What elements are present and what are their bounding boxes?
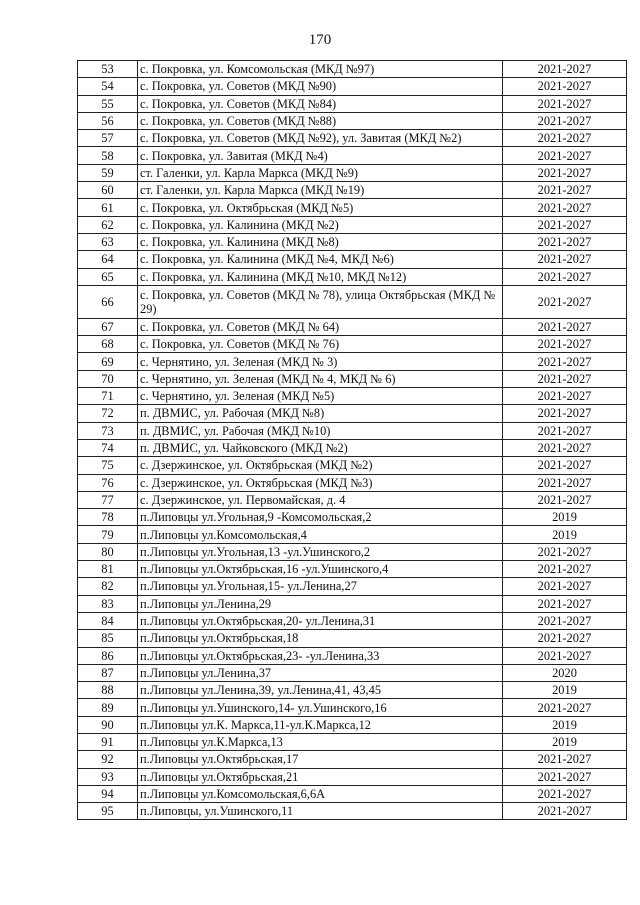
row-period: 2021-2027 xyxy=(503,612,627,629)
row-address: п.Липовцы ул.Октябрьская,21 xyxy=(138,768,503,785)
row-address: п.Липовцы ул.Ушинского,14- ул.Ушинского,16 xyxy=(138,699,503,716)
table-row xyxy=(78,803,627,820)
row-number: 74 xyxy=(78,439,138,456)
row-number: 66 xyxy=(78,285,138,318)
row-period: 2019 xyxy=(503,733,627,750)
row-address: п.Липовцы ул.Октябрьская,18 xyxy=(138,630,503,647)
row-number: 60 xyxy=(78,182,138,199)
row-period: 2021-2027 xyxy=(503,699,627,716)
table-row xyxy=(78,578,627,595)
row-period: 2021-2027 xyxy=(503,251,627,268)
table-body xyxy=(78,61,627,820)
row-number: 67 xyxy=(78,318,138,335)
row-number: 62 xyxy=(78,216,138,233)
row-address: п.Липовцы ул.Ленина,37 xyxy=(138,664,503,681)
row-period: 2020 xyxy=(503,664,627,681)
row-number: 76 xyxy=(78,474,138,491)
row-number: 75 xyxy=(78,457,138,474)
row-address: п. ДВМИС, ул. Рабочая (МКД №10) xyxy=(138,422,503,439)
table-row xyxy=(78,61,627,78)
table-row xyxy=(78,182,627,199)
row-period: 2021-2027 xyxy=(503,578,627,595)
row-address: с. Покровка, ул. Калинина (МКД №4, МКД №6) xyxy=(138,251,503,268)
row-number: 69 xyxy=(78,353,138,370)
row-address: с. Покровка, ул. Советов (МКД №90) xyxy=(138,78,503,95)
row-address: с. Дзержинское, ул. Октябрьская (МКД №3) xyxy=(138,474,503,491)
row-address: п.Липовцы ул.Октябрьская,20- ул.Ленина,31 xyxy=(138,612,503,629)
table-row xyxy=(78,199,627,216)
row-period: 2021-2027 xyxy=(503,595,627,612)
row-address: п.Липовцы ул.Угольная,13 -ул.Ушинского,2 xyxy=(138,543,503,560)
row-address: с. Покровка, ул. Советов (МКД №84) xyxy=(138,95,503,112)
row-address: с. Покровка, ул. Советов (МКД №88) xyxy=(138,112,503,129)
row-number: 73 xyxy=(78,422,138,439)
row-period: 2021-2027 xyxy=(503,768,627,785)
table-row xyxy=(78,112,627,129)
row-address: с. Покровка, ул. Советов (МКД № 78), улица Октябрьская (МКД № 29) xyxy=(138,285,503,318)
row-number: 77 xyxy=(78,491,138,508)
table-row xyxy=(78,370,627,387)
row-number: 53 xyxy=(78,61,138,78)
row-period: 2021-2027 xyxy=(503,336,627,353)
row-number: 54 xyxy=(78,78,138,95)
row-period: 2021-2027 xyxy=(503,216,627,233)
row-period: 2021-2027 xyxy=(503,422,627,439)
row-period: 2021-2027 xyxy=(503,388,627,405)
table-row xyxy=(78,785,627,802)
row-address: п.Липовцы ул.К. Маркса,11-ул.К.Маркса,12 xyxy=(138,716,503,733)
row-address: п. ДВМИС, ул. Рабочая (МКД №8) xyxy=(138,405,503,422)
row-address: п.Липовцы ул.Ленина,39, ул.Ленина,41, 43,45 xyxy=(138,682,503,699)
table-row xyxy=(78,664,627,681)
row-period: 2021-2027 xyxy=(503,561,627,578)
row-period: 2021-2027 xyxy=(503,285,627,318)
row-number: 63 xyxy=(78,233,138,250)
table-row xyxy=(78,439,627,456)
row-number: 72 xyxy=(78,405,138,422)
row-number: 58 xyxy=(78,147,138,164)
row-address: п.Липовцы ул.Ленина,29 xyxy=(138,595,503,612)
table-row xyxy=(78,78,627,95)
table-row xyxy=(78,612,627,629)
row-address: с. Покровка, ул. Калинина (МКД №10, МКД №12) xyxy=(138,268,503,285)
row-number: 55 xyxy=(78,95,138,112)
row-period: 2021-2027 xyxy=(503,439,627,456)
row-period: 2021-2027 xyxy=(503,630,627,647)
row-period: 2021-2027 xyxy=(503,370,627,387)
row-number: 71 xyxy=(78,388,138,405)
row-number: 86 xyxy=(78,647,138,664)
row-number: 80 xyxy=(78,543,138,560)
row-period: 2021-2027 xyxy=(503,457,627,474)
table-row xyxy=(78,595,627,612)
row-address: с. Покровка, ул. Калинина (МКД №8) xyxy=(138,233,503,250)
row-address: с. Покровка, ул. Советов (МКД № 64) xyxy=(138,318,503,335)
row-number: 89 xyxy=(78,699,138,716)
table-row xyxy=(78,630,627,647)
table-row xyxy=(78,561,627,578)
row-period: 2021-2027 xyxy=(503,61,627,78)
row-address: с. Дзержинское, ул. Первомайская, д. 4 xyxy=(138,491,503,508)
row-address: ст. Галенки, ул. Карла Маркса (МКД №19) xyxy=(138,182,503,199)
row-number: 95 xyxy=(78,803,138,820)
table-row xyxy=(78,216,627,233)
table-row xyxy=(78,147,627,164)
row-address: с. Чернятино, ул. Зеленая (МКД № 3) xyxy=(138,353,503,370)
row-number: 90 xyxy=(78,716,138,733)
table-row xyxy=(78,509,627,526)
row-address: с. Покровка, ул. Советов (МКД № 76) xyxy=(138,336,503,353)
row-period: 2021-2027 xyxy=(503,405,627,422)
row-number: 83 xyxy=(78,595,138,612)
row-period: 2021-2027 xyxy=(503,803,627,820)
row-number: 78 xyxy=(78,509,138,526)
table-row xyxy=(78,457,627,474)
row-address: с. Дзержинское, ул. Октябрьская (МКД №2) xyxy=(138,457,503,474)
page-number: 170 xyxy=(308,32,332,48)
table-row xyxy=(78,130,627,147)
row-number: 84 xyxy=(78,612,138,629)
row-period: 2021-2027 xyxy=(503,543,627,560)
row-address: п.Липовцы ул.Октябрьская,16 -ул.Ушинского,4 xyxy=(138,561,503,578)
row-number: 91 xyxy=(78,733,138,750)
table-row xyxy=(78,699,627,716)
row-period: 2021-2027 xyxy=(503,268,627,285)
table-row xyxy=(78,251,627,268)
row-address: п.Липовцы ул.Комсомольская,6,6А xyxy=(138,785,503,802)
row-address: с. Покровка, ул. Калинина (МКД №2) xyxy=(138,216,503,233)
table-row xyxy=(78,95,627,112)
row-address: п.Липовцы ул.Октябрьская,17 xyxy=(138,751,503,768)
row-number: 88 xyxy=(78,682,138,699)
row-period: 2021-2027 xyxy=(503,233,627,250)
row-period: 2021-2027 xyxy=(503,353,627,370)
row-address: п.Липовцы ул.Угольная,9 -Комсомольская,2 xyxy=(138,509,503,526)
row-number: 82 xyxy=(78,578,138,595)
table-row xyxy=(78,388,627,405)
table-row xyxy=(78,526,627,543)
row-number: 92 xyxy=(78,751,138,768)
row-number: 81 xyxy=(78,561,138,578)
row-address: п.Липовцы ул.Октябрьская,23- -ул.Ленина,33 xyxy=(138,647,503,664)
table-row xyxy=(78,751,627,768)
table-row xyxy=(78,647,627,664)
row-address: с. Покровка, ул. Октябрьская (МКД №5) xyxy=(138,199,503,216)
row-period: 2021-2027 xyxy=(503,474,627,491)
table-row xyxy=(78,353,627,370)
row-period: 2019 xyxy=(503,716,627,733)
row-address: с. Покровка, ул. Советов (МКД №92), ул. Завитая (МКД №2) xyxy=(138,130,503,147)
row-period: 2019 xyxy=(503,526,627,543)
row-period: 2019 xyxy=(503,682,627,699)
row-period: 2021-2027 xyxy=(503,647,627,664)
table-row xyxy=(78,543,627,560)
row-period: 2021-2027 xyxy=(503,318,627,335)
table-row xyxy=(78,318,627,335)
row-number: 68 xyxy=(78,336,138,353)
row-period: 2021-2027 xyxy=(503,182,627,199)
row-period: 2021-2027 xyxy=(503,130,627,147)
row-address: п. ДВМИС, ул. Чайковского (МКД №2) xyxy=(138,439,503,456)
row-number: 56 xyxy=(78,112,138,129)
row-period: 2021-2027 xyxy=(503,785,627,802)
housing-table xyxy=(77,60,627,820)
table-row xyxy=(78,716,627,733)
table-row xyxy=(78,233,627,250)
row-address: с. Чернятино, ул. Зеленая (МКД №5) xyxy=(138,388,503,405)
row-address: с. Покровка, ул. Завитая (МКД №4) xyxy=(138,147,503,164)
table-row xyxy=(78,733,627,750)
table-row xyxy=(78,336,627,353)
row-address: ст. Галенки, ул. Карла Маркса (МКД №9) xyxy=(138,164,503,181)
table-row xyxy=(78,491,627,508)
row-number: 65 xyxy=(78,268,138,285)
table-row xyxy=(78,422,627,439)
row-address: п.Липовцы ул.К.Маркса,13 xyxy=(138,733,503,750)
table-row xyxy=(78,474,627,491)
row-address: с. Чернятино, ул. Зеленая (МКД № 4, МКД № 6) xyxy=(138,370,503,387)
row-number: 79 xyxy=(78,526,138,543)
row-period: 2021-2027 xyxy=(503,491,627,508)
row-number: 93 xyxy=(78,768,138,785)
row-address: п.Липовцы ул.Комсомольская,4 xyxy=(138,526,503,543)
table-row xyxy=(78,164,627,181)
table-row xyxy=(78,682,627,699)
row-address: п.Липовцы, ул.Ушинского,11 xyxy=(138,803,503,820)
table-row xyxy=(78,268,627,285)
row-number: 61 xyxy=(78,199,138,216)
row-period: 2021-2027 xyxy=(503,164,627,181)
row-period: 2019 xyxy=(503,509,627,526)
table-row xyxy=(78,768,627,785)
row-period: 2021-2027 xyxy=(503,112,627,129)
row-period: 2021-2027 xyxy=(503,95,627,112)
row-number: 59 xyxy=(78,164,138,181)
row-period: 2021-2027 xyxy=(503,199,627,216)
row-number: 85 xyxy=(78,630,138,647)
row-number: 87 xyxy=(78,664,138,681)
row-address: п.Липовцы ул.Угольная,15- ул.Ленина,27 xyxy=(138,578,503,595)
row-period: 2021-2027 xyxy=(503,78,627,95)
row-period: 2021-2027 xyxy=(503,751,627,768)
row-address: с. Покровка, ул. Комсомольская (МКД №97) xyxy=(138,61,503,78)
row-number: 64 xyxy=(78,251,138,268)
row-number: 57 xyxy=(78,130,138,147)
table-row xyxy=(78,285,627,318)
row-period: 2021-2027 xyxy=(503,147,627,164)
row-number: 94 xyxy=(78,785,138,802)
table-row xyxy=(78,405,627,422)
row-number: 70 xyxy=(78,370,138,387)
